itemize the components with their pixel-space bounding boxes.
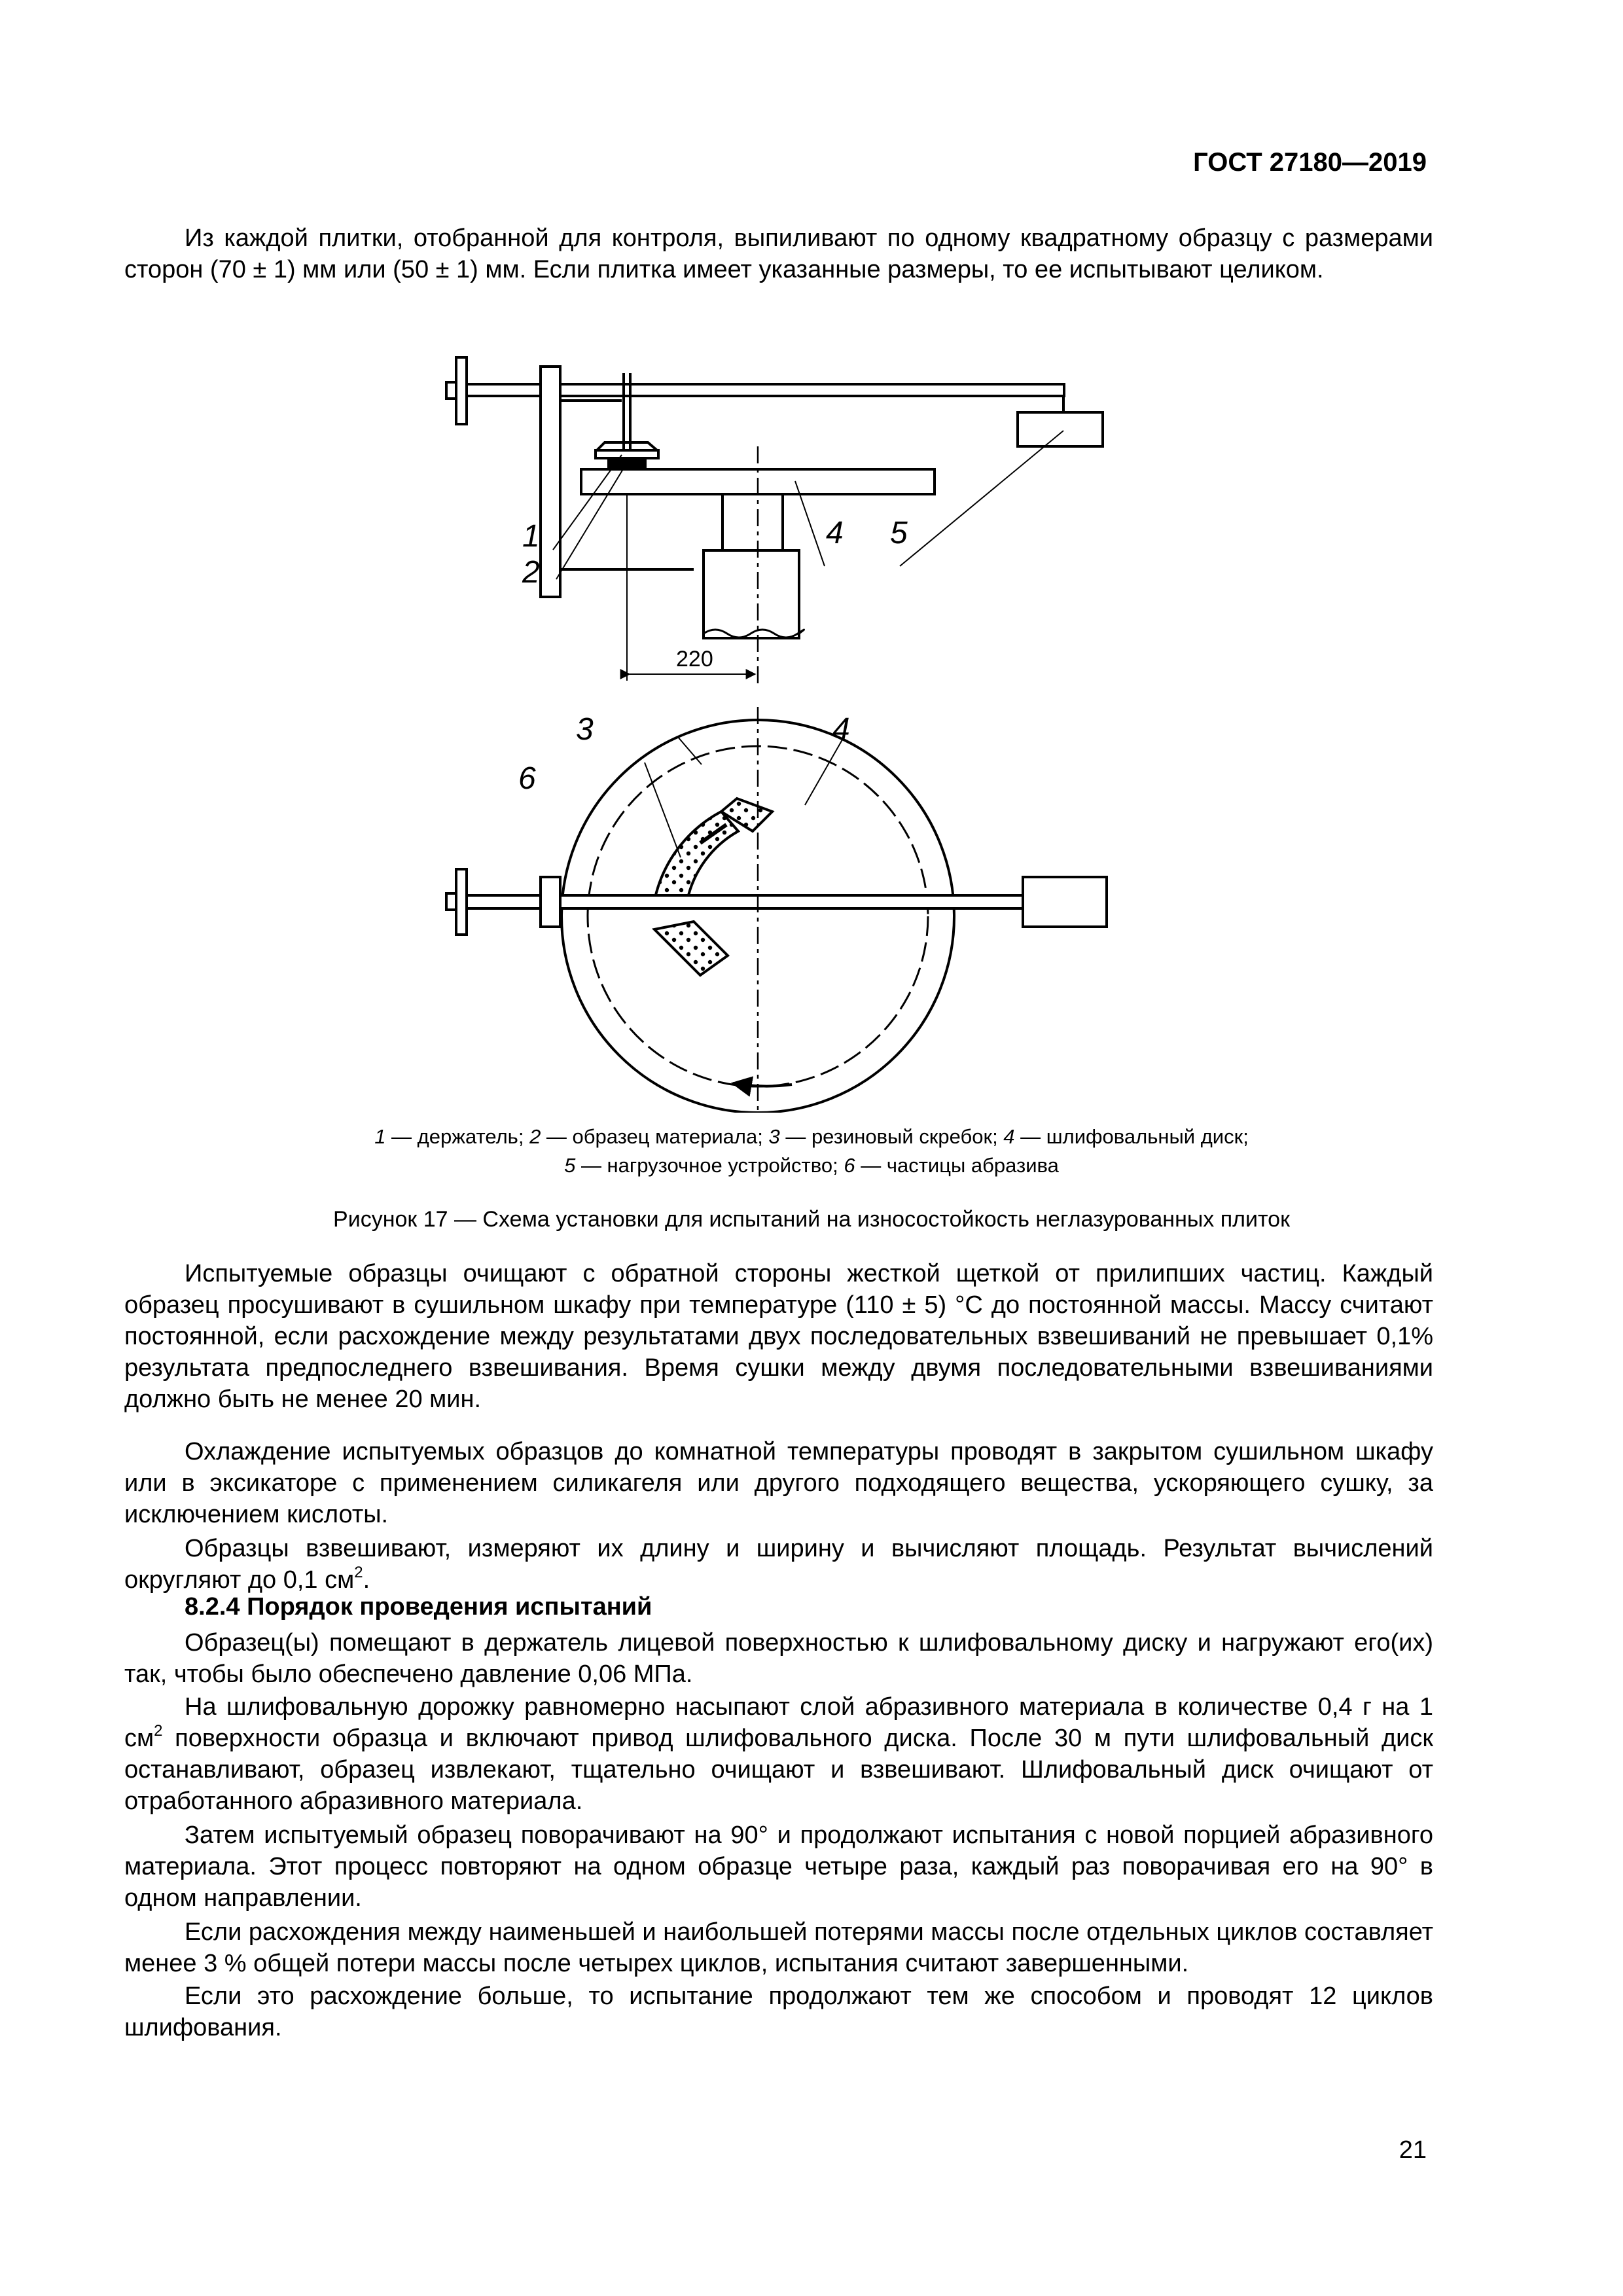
top-knob [456, 357, 467, 424]
callout-2: 2 [522, 555, 540, 590]
paragraph-holder: Образец(ы) помещают в держатель лицевой поверхностью к шлифовальному диску и нагружают его(их) так, чтобы было обеспечено давление 0,06 МПа. [124, 1629, 1433, 1688]
figure-legend-line1: 1 — держатель; 2 — образец материала; 3 — резиновый скребок; 4 — шлифовальный диск; [374, 1125, 1249, 1148]
section-title: 8.2.4 Порядок проведения испытаний [185, 1593, 652, 1621]
paragraph-cleaning: Испытуемые образцы очищают с обратной стороны жесткой щеткой от прилипших частиц. Каждый образец просушивают в сушильном шкафу при температуре (110 ± 5) °С до постоянной массы. Массу считают постоянной, если расхождение между результатами двух последовательных взвешиваний не превышает 0,1% результата предпоследнего взвешивания. Время сушки между двумя последовательными взвешиваниями должно быть не менее 20 мин. [124, 1260, 1433, 1413]
figure-17-diagram [419, 353, 1152, 1113]
callout-3: 3 [576, 712, 594, 747]
callout-4-top: 4 [826, 516, 844, 550]
plan-arm [467, 895, 1107, 908]
paragraph-abrasive: На шлифовальную дорожку равномерно насыпают слой абразивного материала в количестве 0,4 г на 1 $см^2$ поверхности образца и включают привод шлифовального диска. После 30 м пути шлифовальный диск останавливают, образец извлекают, тщательно очищают и взвешивают. Шлифовальный диск очищают от отработанного абразивного материала. [124, 1693, 1433, 1815]
callout-6: 6 [518, 761, 536, 796]
page-number: 21 [1399, 2136, 1427, 2164]
paragraph-completion: Если расхождения между наименьшей и наибольшей потерями массы после отдельных циклов составляет менее 3 % общей потери массы после четырех циклов, испытания считают завершенными. [124, 1918, 1433, 1977]
paragraph-area: Образцы взвешивают, измеряют их длину и ширину и вычисляют площадь. Результат вычислений округляют до 0,1 $см^2$. [124, 1535, 1433, 1594]
paragraph-rotation: Затем испытуемый образец поворачивают на 90° и продолжают испытания с новой порцией абразивного материала. Этот процесс повторяют на одном образце четыре раза, каждый раз поворачивая его на 90° в одном направлении. [124, 1821, 1433, 1912]
paragraph-cooling: Охлаждение испытуемых образцов до комнатной температуры проводят в закрытом сушильном шкафу или в эксикаторе с применением силикагеля или другого подходящего вещества, ускоряющего сушку, за исключением кислоты. [124, 1438, 1433, 1528]
dimension-label: 220 [676, 647, 713, 672]
callout-5: 5 [890, 516, 908, 550]
figure-legend-line2: 5 — нагрузочное устройство; 6 — частицы абразива [564, 1154, 1059, 1177]
callout-4-plan: 4 [832, 712, 850, 747]
document-header: ГОСТ 27180—2019 [1193, 148, 1427, 177]
load-device-plan [1023, 877, 1107, 927]
intro-paragraph: Из каждой плитки, отобранной для контроля, выпиливают по одному квадратному образцу с размерами сторон (70 ± 1) мм или (50 ± 1) мм. Если плитка имеет указанные размеры, то ее испытывают целиком. [124, 224, 1433, 283]
motor [704, 550, 799, 638]
load-device-top [1018, 412, 1103, 446]
callout-1: 1 [522, 519, 540, 554]
paragraph-continue: Если это расхождение больше, то испытание продолжают тем же способом и проводят 12 циклов шлифования. [124, 1982, 1433, 2041]
figure-caption: Рисунок 17 — Схема установки для испытаний на износостойкость неглазурованных плиток [333, 1207, 1290, 1232]
